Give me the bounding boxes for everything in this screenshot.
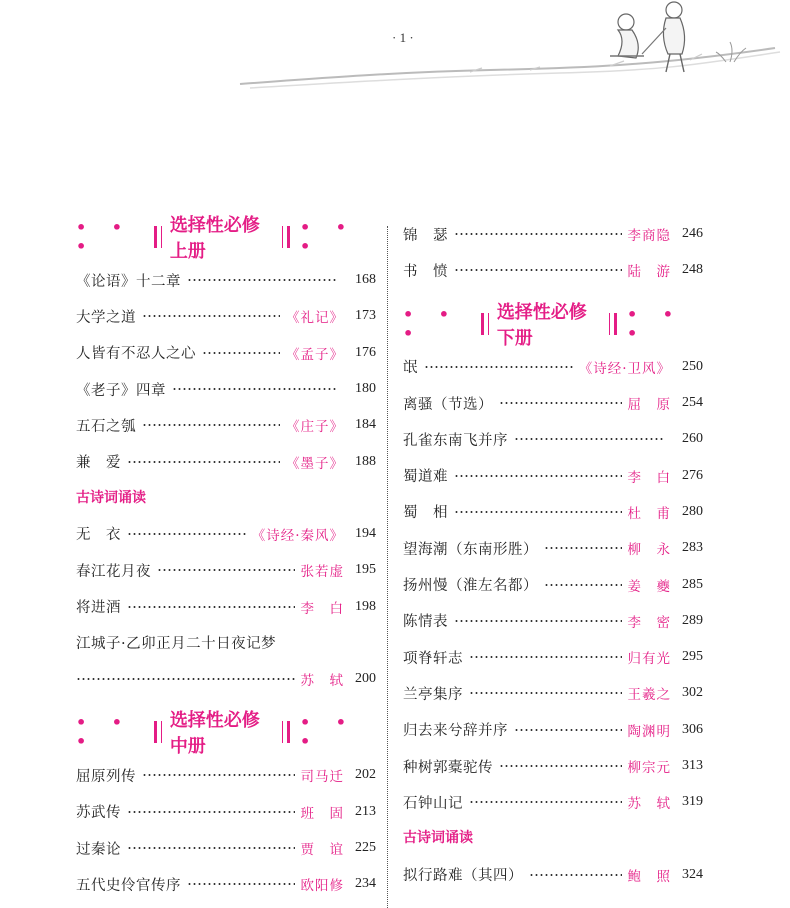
- page-number: · 1 ·: [392, 30, 414, 45]
- toc-entry[interactable]: 锦 瑟 李商隐 246: [403, 226, 703, 245]
- toc-entry[interactable]: 五石之瓠 《庄子》 184: [76, 417, 376, 436]
- toc-entry[interactable]: 人皆有不忍人之心 《孟子》 176: [76, 344, 376, 363]
- toc-entry[interactable]: 氓 《诗经·卫风》 250: [403, 358, 703, 377]
- toc-entry[interactable]: 将进酒 李 白 198: [76, 598, 376, 617]
- toc-entry[interactable]: 石钟山记 苏 轼 319: [403, 794, 703, 813]
- toc-entry[interactable]: 书 愤 陆 游 248: [403, 262, 703, 281]
- toc-entry-title-line[interactable]: 江城子·乙卯正月二十日夜记梦: [76, 636, 277, 653]
- toc-entry[interactable]: 望海潮（东南形胜） 柳 永 283: [403, 540, 703, 559]
- toc-right-column: [403, 216, 703, 893]
- toc-entry[interactable]: 蜀 相 杜 甫 280: [403, 503, 703, 522]
- section-heading: • • • 选择性必修上册 • • •: [76, 215, 356, 262]
- toc-entry[interactable]: 无 衣 《诗经·秦风》 194: [76, 525, 376, 544]
- toc-entry[interactable]: 《论语》十二章 168: [76, 272, 376, 290]
- toc-entry[interactable]: 五代史伶官传序 欧阳修 234: [76, 876, 376, 895]
- toc-entry[interactable]: 项脊轩志 归有光 295: [403, 649, 703, 668]
- column-divider: [387, 226, 388, 908]
- toc-entry[interactable]: 兰亭集序 王羲之 302: [403, 685, 703, 704]
- toc-entry[interactable]: 离骚（节选） 屈 原 254: [403, 395, 703, 414]
- toc-entry[interactable]: 苏武传 班 固 213: [76, 803, 376, 822]
- header-illustration: [230, 0, 790, 100]
- subsection-heading: 古诗词诵读: [403, 830, 473, 847]
- toc-entry[interactable]: 陈情表 李 密 289: [403, 612, 703, 631]
- section-heading: • • • 选择性必修中册 • • •: [76, 710, 356, 758]
- section-heading: • • • 选择性必修下册 • • •: [403, 301, 683, 349]
- toc-entry[interactable]: 归去来兮辞并序 陶渊明 306: [403, 721, 703, 740]
- toc-entry-continuation[interactable]: 苏 轼 200: [76, 661, 376, 697]
- toc-entry[interactable]: 孔雀东南飞并序 260: [403, 431, 703, 449]
- toc-entry[interactable]: 《老子》四章 180: [76, 381, 376, 399]
- toc-entry[interactable]: 蜀道难 李 白 276: [403, 467, 703, 486]
- toc-entry[interactable]: 兼 爱 《墨子》 188: [76, 453, 376, 472]
- toc-entry[interactable]: 大学之道 《礼记》 173: [76, 308, 376, 327]
- toc-entry[interactable]: 春江花月夜 张若虚 195: [76, 562, 376, 581]
- toc-entry[interactable]: 种树郭橐驼传 柳宗元 313: [403, 758, 703, 776]
- toc-left-column: [76, 216, 376, 902]
- toc-entry[interactable]: 拟行路难（其四） 鲍 照 324: [403, 866, 703, 885]
- subsection-heading: 古诗词诵读: [76, 489, 146, 506]
- toc-entry[interactable]: 屈原列传 司马迁 202: [76, 767, 376, 786]
- toc-entry[interactable]: 过秦论 贾 谊 225: [76, 840, 376, 858]
- toc-entry[interactable]: 扬州慢（淮左名都） 姜 夔 285: [403, 576, 703, 595]
